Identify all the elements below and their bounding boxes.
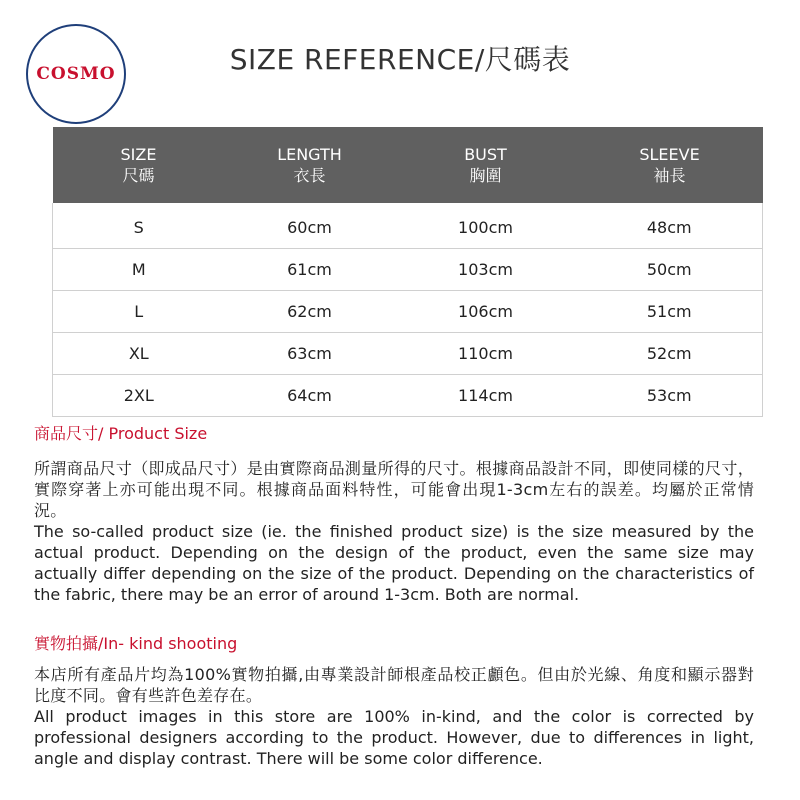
table-header-row — [53, 127, 763, 203]
cell-bust: 103cm — [395, 249, 577, 291]
cell-length: 63cm — [225, 333, 395, 375]
logo-text: COSMO — [36, 64, 116, 84]
header-bust-zh: 胸圍 — [469, 166, 502, 185]
page-title: SIZE REFERENCE/尺碼表 — [229, 43, 571, 76]
cell-sleeve: 48cm — [577, 203, 763, 249]
cell-bust: 100cm — [458, 218, 513, 237]
cell-length: 62cm — [225, 291, 395, 333]
header-length-zh: 衣長 — [293, 166, 326, 185]
header-sleeve — [577, 127, 763, 203]
header-length-en: LENGTH — [277, 145, 342, 164]
header-size-en: SIZE — [120, 145, 157, 164]
in-kind-en-text: All product images in this store are 100% in-kind, and the color is corrected by professional designers according to the product. However, due to differences in light, angle and display contrast. There will be some color difference. — [34, 707, 754, 768]
in-kind-section — [34, 634, 754, 769]
table-row — [53, 375, 763, 417]
product-size-section — [34, 424, 754, 605]
product-size-en-text: The so-called product size (ie. the finished product size) is the size measured by the actual product. Depending on the design of the product, even the same size may actually differ depending on the size of the product. Depending on the characteristics of the fabric, there may be an error of around 1-3cm. Both are normal. — [34, 522, 754, 604]
cell-size: XL — [53, 333, 225, 375]
cell-bust: 106cm — [395, 291, 577, 333]
header-bust — [395, 127, 577, 203]
in-kind-zh-text: 本店所有產品片均為100%實物拍攝,由專業設計師根產品校正顱色。但由於光線、角度和顯示器對比度不同。會有些許色差存在。 — [34, 665, 754, 705]
cell-size: S — [53, 203, 225, 249]
table-row — [53, 291, 763, 333]
cell-sleeve: 51cm — [577, 291, 763, 333]
cell-size: 2XL — [53, 375, 225, 417]
table-row — [53, 249, 763, 291]
table-row — [53, 203, 763, 249]
header-size — [53, 127, 225, 203]
cell-length: 61cm — [225, 249, 395, 291]
cell-length: 60cm — [287, 218, 332, 237]
cell-sleeve: 53cm — [577, 375, 763, 417]
size-table — [52, 127, 763, 417]
header-bust-en: BUST — [464, 145, 507, 164]
header-length — [225, 127, 395, 203]
cell-sleeve: 52cm — [577, 333, 763, 375]
product-size-heading: 商品尺寸/ Product Size — [34, 424, 208, 443]
header-sleeve-en: SLEEVE — [639, 145, 700, 164]
cell-size: M — [53, 249, 225, 291]
cell-sleeve: 50cm — [577, 249, 763, 291]
cell-length: 64cm — [225, 375, 395, 417]
cell-bust: 110cm — [395, 333, 577, 375]
cell-size: L — [53, 291, 225, 333]
header-size-zh: 尺碼 — [122, 166, 155, 185]
header-sleeve-zh: 袖長 — [653, 166, 686, 185]
table-row — [53, 333, 763, 375]
in-kind-heading: 實物拍攝/In- kind shooting — [34, 634, 238, 653]
cell-bust: 114cm — [395, 375, 577, 417]
product-size-zh-text: 所謂商品尺寸（即成品尺寸）是由實際商品測量所得的尺寸。根據商品設計不同，即使同樣的尺寸，實際穿著上亦可能出現不同。根據商品面料特性，可能會出現1-3cm左右的誤差。均屬於正常情況。 — [34, 459, 754, 520]
